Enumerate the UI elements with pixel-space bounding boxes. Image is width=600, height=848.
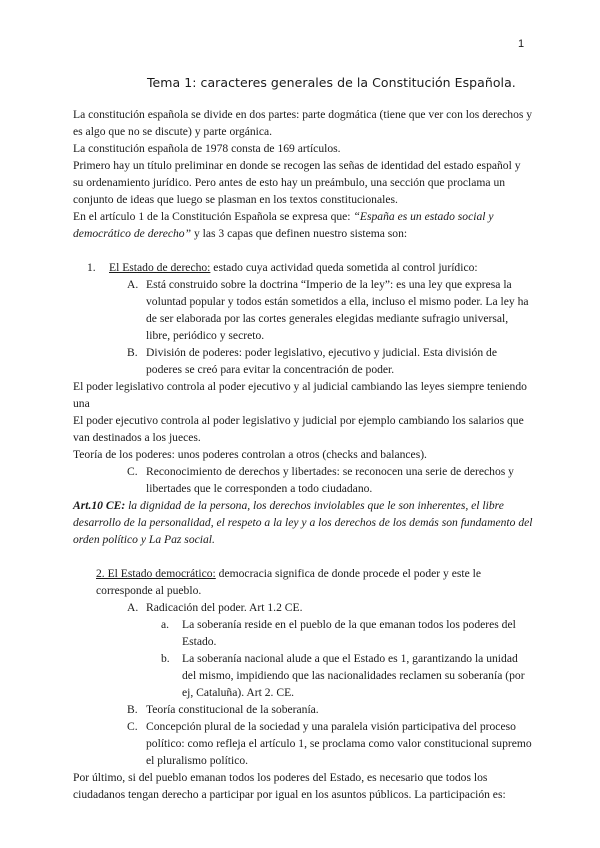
item-text: Reconocimiento de derechos y libertades: se reconocen una serie de derechos y libertades que le corresponden a todo ciudadano. [146, 465, 514, 495]
sub-list-item [73, 650, 533, 701]
intro-p4-after: y las 3 capas que definen nuestro sistema son: [191, 227, 408, 240]
powers-paragraph-2: El poder ejecutivo controla al poder legislativo y judicial por ejemplo cambiando los salarios que van destinados a los jueces. [73, 414, 524, 444]
intro-p4-before: En el artículo 1 de la Constitución Española se expresa que: [73, 210, 354, 223]
subitem-marker: b. [161, 652, 170, 665]
item-text: División de poderes: poder legislativo, ejecutivo y judicial. Esta división de poderes se creó para evitar la concentración de poder. [146, 346, 497, 376]
powers-paragraph-1: El poder legislativo controla al poder ejecutivo y al judicial cambiando las leyes siempre teniendo una [73, 380, 527, 410]
item-marker: C. [127, 465, 138, 478]
list-item [73, 276, 533, 344]
section2-paragraph [73, 565, 533, 599]
list-item [73, 599, 533, 616]
document-body [73, 106, 533, 803]
subitem-text: La soberanía reside en el pueblo de la que emanan todos los poderes del Estado. [182, 618, 516, 648]
section2-text: democracia significa de donde procede el poder y este le corresponde al pueblo. [96, 567, 482, 597]
item-text: Teoría constitucional de la soberanía. [146, 703, 319, 716]
subitem-text: La soberanía nacional alude a que el Estado es 1, garantizando la unidad del mismo, impidiendo que las nacionalidades reclamen su soberanía (por ej, Cataluña). Art 2. CE. [182, 652, 525, 699]
page-title: Tema 1: caracteres generales de la Constitución Española. [147, 75, 516, 90]
item-marker: A. [127, 278, 139, 291]
section1-text: estado cuya actividad queda sometida al control jurídico: [210, 261, 478, 274]
item-text: Está construido sobre la doctrina “Imperio de la ley”: es una ley que expresa la voluntad popular y todos están sometidos a ella, incluso el mismo poder. La ley ha de ser elaborada por las cortes generales elegidas mediante sufragio universal, libre, periódico y secreto. [146, 278, 529, 342]
list-item [73, 344, 533, 378]
intro-paragraph-4 [73, 208, 533, 242]
list-item [73, 701, 533, 718]
item-marker: C. [127, 720, 138, 733]
section2-heading: 2. El Estado democrático: [96, 567, 216, 580]
page-number: 1 [518, 38, 525, 50]
intro-paragraph-1: La constitución española se divide en dos partes: parte dogmática (tiene que ver con los derechos y es algo que no se discute) y parte orgánica. [73, 108, 533, 138]
item-marker: A. [127, 601, 139, 614]
constitution-quote: “España es un estado social y democrático de derecho” [73, 210, 494, 240]
list-item [73, 718, 533, 769]
item-marker: B. [127, 346, 138, 359]
intro-paragraph-3: Primero hay un título preliminar en donde se recogen las señas de identidad del estado español y su ordenamiento jurídico. Pero antes de esto hay un preámbulo, una sección que proclama un conjunto de ideas que luego se plasman en los textos constitucionales. [73, 159, 521, 206]
powers-paragraph-3: Teoría de los poderes: unos poderes controlan a otros (checks and balances). [73, 448, 427, 461]
item-marker: B. [127, 703, 138, 716]
art10-text: la dignidad de la persona, los derechos inviolables que le son inherentes, el libre desarrollo de la personalidad, el respeto a la ley y a los derechos de los demás son fundamento del orden político y La Paz social. [73, 499, 533, 546]
section1-number: 1. [87, 261, 96, 274]
art10-label: Art.10 CE: [73, 499, 126, 512]
item-text: Concepción plural de la sociedad y una paralela visión participativa del proceso político: como refleja el artículo 1, se proclama como valor constitucional supremo el pluralismo político. [146, 720, 532, 767]
list-item [73, 463, 533, 497]
art10-paragraph [73, 497, 533, 548]
sub-list-item [73, 616, 533, 650]
section1-heading: El Estado de derecho: [109, 261, 211, 274]
section1-heading-row [73, 259, 533, 276]
subitem-marker: a. [161, 618, 170, 631]
intro-paragraph-2: La constitución española de 1978 consta de 169 artículos. [73, 142, 341, 155]
item-text: Radicación del poder. Art 1.2 CE. [146, 601, 303, 614]
closing-paragraph: Por último, si del pueblo emanan todos los poderes del Estado, es necesario que todos los ciudadanos tengan derecho a participar por igual en los asuntos públicos. La participación es: [73, 771, 506, 801]
